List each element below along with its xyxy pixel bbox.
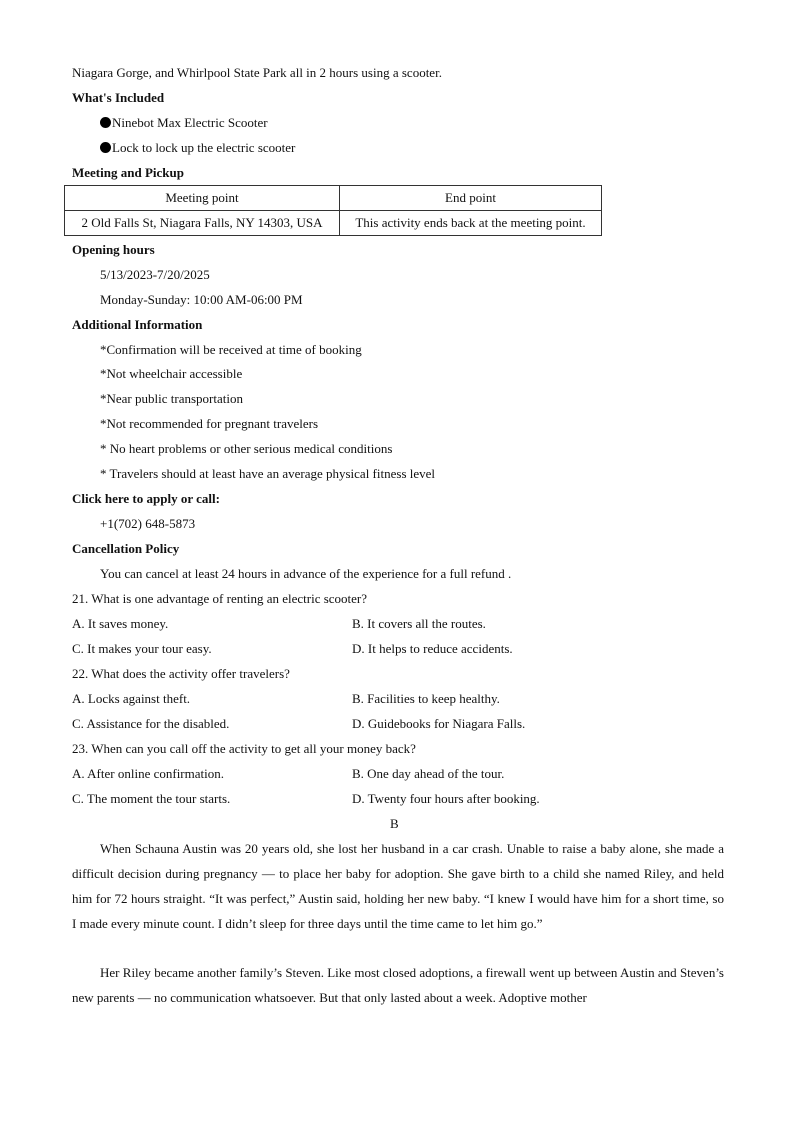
additional-item: *Not wheelchair accessible bbox=[100, 366, 243, 381]
additional-item: *Not recommended for pregnant travelers bbox=[100, 416, 319, 431]
meeting-heading: Meeting and Pickup bbox=[72, 165, 184, 180]
included-item-text: Lock to lock up the electric scooter bbox=[112, 140, 296, 155]
apply-phone: +1(702) 648-5873 bbox=[100, 516, 196, 531]
opening-heading: Opening hours bbox=[72, 242, 155, 257]
question-option: D. It helps to reduce accidents. bbox=[352, 641, 513, 656]
passage-paragraph-text: When Schauna Austin was 20 years old, she lost her husband in a car crash. Unable to raise a baby alone, she made a difficult decision during pregnancy — to place her baby for adoption. She gave birth to a child she named Riley, and held him for 72 hours straight. “It was perfect,” Austin said, holding her new baby. “I knew I would have him for a short time, so I made every minute count. I didn’t sleep for three days until the time came to let him go.” bbox=[72, 841, 724, 931]
passage-paragraph bbox=[72, 960, 724, 1010]
included-heading: What's Included bbox=[72, 90, 165, 105]
section-label: B bbox=[390, 816, 399, 831]
question-option: B. One day ahead of the tour. bbox=[352, 766, 505, 781]
table-cell: 2 Old Falls St, Niagara Falls, NY 14303, USA bbox=[65, 211, 340, 236]
apply-heading: Click here to apply or call: bbox=[72, 491, 220, 506]
passage-paragraph bbox=[72, 836, 724, 936]
question-stem: 23. When can you call off the activity to get all your money back? bbox=[72, 741, 416, 756]
additional-heading: Additional Information bbox=[72, 317, 203, 332]
question-stem: 21. What is one advantage of renting an electric scooter? bbox=[72, 591, 368, 606]
table-row bbox=[65, 211, 602, 236]
opening-times: Monday-Sunday: 10:00 AM-06:00 PM bbox=[100, 292, 303, 307]
table-header-cell: Meeting point bbox=[65, 186, 340, 211]
included-item bbox=[100, 115, 268, 131]
meeting-table bbox=[64, 185, 602, 236]
passage-paragraph-text: Her Riley became another family’s Steven. Like most closed adoptions, a firewall went up between Austin and Steven’s new parents — no communication whatsoever. But that only lasted about a week. Adoptive mother bbox=[72, 965, 724, 1005]
opening-dates: 5/13/2023-7/20/2025 bbox=[100, 267, 210, 282]
question-option: D. Guidebooks for Niagara Falls. bbox=[352, 716, 526, 731]
additional-item: * No heart problems or other serious medical conditions bbox=[100, 441, 393, 456]
question-stem: 22. What does the activity offer travelers? bbox=[72, 666, 290, 681]
question-option: D. Twenty four hours after booking. bbox=[352, 791, 540, 806]
question-option: A. It saves money. bbox=[72, 616, 169, 631]
question-option: B. Facilities to keep healthy. bbox=[352, 691, 500, 706]
table-header-cell: End point bbox=[340, 186, 602, 211]
bullet-icon bbox=[100, 142, 111, 153]
bullet-icon bbox=[100, 117, 111, 128]
cancellation-heading: Cancellation Policy bbox=[72, 541, 180, 556]
question-option: C. The moment the tour starts. bbox=[72, 791, 231, 806]
question-option: C. It makes your tour easy. bbox=[72, 641, 212, 656]
question-option: A. Locks against theft. bbox=[72, 691, 191, 706]
table-cell: This activity ends back at the meeting point. bbox=[340, 211, 602, 236]
included-item-text: Ninebot Max Electric Scooter bbox=[112, 115, 268, 130]
cancellation-text: You can cancel at least 24 hours in advance of the experience for a full refund . bbox=[100, 566, 512, 581]
question-option: A. After online confirmation. bbox=[72, 766, 224, 781]
intro-line: Niagara Gorge, and Whirlpool State Park all in 2 hours using a scooter. bbox=[72, 65, 442, 80]
question-option: B. It covers all the routes. bbox=[352, 616, 486, 631]
additional-item: * Travelers should at least have an average physical fitness level bbox=[100, 466, 436, 481]
question-option: C. Assistance for the disabled. bbox=[72, 716, 230, 731]
additional-item: *Near public transportation bbox=[100, 391, 243, 406]
table-header-row bbox=[65, 186, 602, 211]
additional-item: *Confirmation will be received at time of booking bbox=[100, 342, 362, 357]
included-item bbox=[100, 140, 295, 156]
